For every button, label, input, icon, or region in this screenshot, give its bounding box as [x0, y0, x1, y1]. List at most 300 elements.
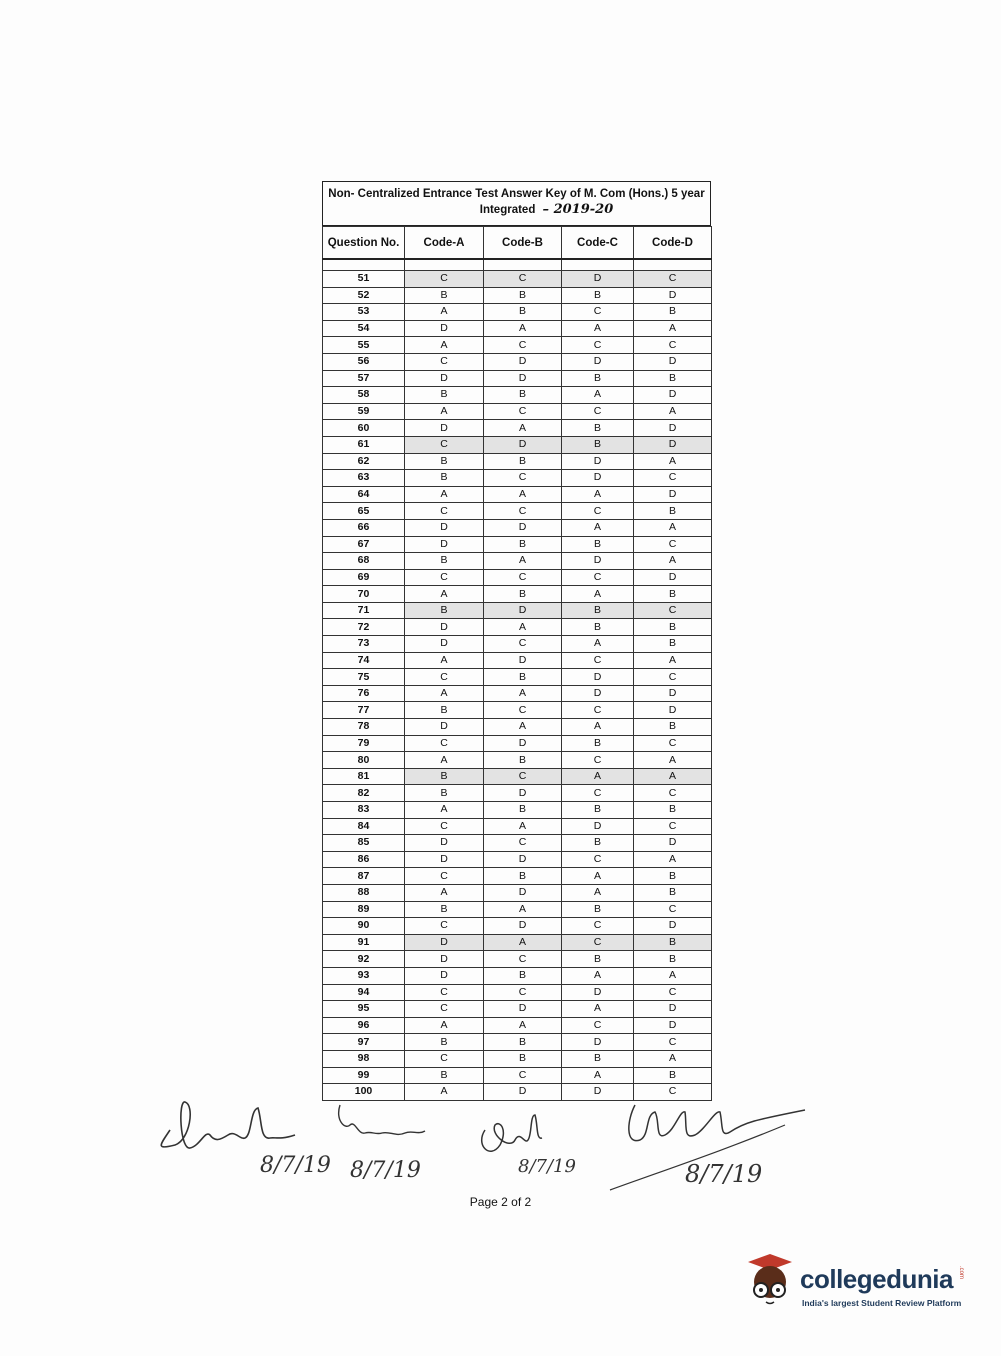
code-a-cell: D: [405, 619, 484, 636]
table-row: [323, 735, 712, 752]
question-no-cell: 81: [323, 768, 405, 785]
code-c-cell: C: [562, 752, 634, 769]
spacer-cell: [323, 259, 405, 271]
table-row: [323, 719, 712, 736]
header-question-no: Question No.: [323, 227, 405, 260]
code-c-cell: D: [562, 1034, 634, 1051]
table-row: [323, 403, 712, 420]
code-a-cell: C: [405, 503, 484, 520]
table-row: [323, 652, 712, 669]
code-d-cell: D: [634, 1001, 712, 1018]
code-d-cell: C: [634, 785, 712, 802]
code-c-cell: B: [562, 370, 634, 387]
question-no-cell: 52: [323, 287, 405, 304]
table-row: [323, 768, 712, 785]
code-a-cell: B: [405, 287, 484, 304]
code-b-cell: B: [484, 1034, 562, 1051]
code-d-cell: A: [634, 851, 712, 868]
code-d-cell: A: [634, 320, 712, 337]
code-b-cell: A: [484, 934, 562, 951]
header-code-d: Code-D: [634, 227, 712, 260]
code-a-cell: B: [405, 453, 484, 470]
question-no-cell: 88: [323, 884, 405, 901]
code-a-cell: D: [405, 967, 484, 984]
code-a-cell: D: [405, 719, 484, 736]
code-d-cell: D: [634, 420, 712, 437]
code-c-cell: B: [562, 835, 634, 852]
code-c-cell: A: [562, 868, 634, 885]
code-a-cell: C: [405, 436, 484, 453]
code-b-cell: C: [484, 835, 562, 852]
code-d-cell: D: [634, 486, 712, 503]
question-no-cell: 99: [323, 1067, 405, 1084]
code-a-cell: A: [405, 403, 484, 420]
code-a-cell: A: [405, 752, 484, 769]
code-c-cell: A: [562, 586, 634, 603]
code-b-cell: D: [484, 735, 562, 752]
code-b-cell: D: [484, 1001, 562, 1018]
signature-2-date: 8/7/19: [350, 1158, 421, 1183]
table-row: [323, 1017, 712, 1034]
question-no-cell: 60: [323, 420, 405, 437]
table-body: [323, 259, 712, 1100]
code-c-cell: C: [562, 403, 634, 420]
signature-1-date: 8/7/19: [260, 1153, 331, 1178]
code-a-cell: B: [405, 602, 484, 619]
code-c-cell: D: [562, 818, 634, 835]
table-row: [323, 337, 712, 354]
question-no-cell: 92: [323, 951, 405, 968]
code-c-cell: A: [562, 636, 634, 653]
table-row: [323, 453, 712, 470]
question-no-cell: 82: [323, 785, 405, 802]
code-a-cell: A: [405, 884, 484, 901]
question-no-cell: 63: [323, 470, 405, 487]
code-a-cell: D: [405, 420, 484, 437]
code-a-cell: B: [405, 1067, 484, 1084]
code-b-cell: A: [484, 1017, 562, 1034]
table-row: [323, 602, 712, 619]
code-b-cell: C: [484, 569, 562, 586]
code-b-cell: B: [484, 752, 562, 769]
question-no-cell: 71: [323, 602, 405, 619]
question-no-cell: 72: [323, 619, 405, 636]
code-a-cell: B: [405, 553, 484, 570]
question-no-cell: 66: [323, 519, 405, 536]
code-c-cell: D: [562, 271, 634, 288]
signature-3: [470, 1100, 600, 1185]
code-d-cell: C: [634, 1034, 712, 1051]
code-b-cell: B: [484, 669, 562, 686]
code-b-cell: D: [484, 884, 562, 901]
table-row: [323, 702, 712, 719]
code-a-cell: C: [405, 735, 484, 752]
code-b-cell: C: [484, 984, 562, 1001]
code-c-cell: C: [562, 702, 634, 719]
table-row: [323, 669, 712, 686]
code-d-cell: D: [634, 387, 712, 404]
question-no-cell: 96: [323, 1017, 405, 1034]
code-d-cell: A: [634, 553, 712, 570]
code-d-cell: C: [634, 337, 712, 354]
code-d-cell: D: [634, 918, 712, 935]
code-c-cell: A: [562, 719, 634, 736]
code-d-cell: A: [634, 1050, 712, 1067]
code-a-cell: A: [405, 304, 484, 321]
code-d-cell: A: [634, 519, 712, 536]
code-a-cell: B: [405, 470, 484, 487]
code-d-cell: C: [634, 470, 712, 487]
code-b-cell: B: [484, 967, 562, 984]
document-title: [322, 181, 711, 226]
code-a-cell: C: [405, 818, 484, 835]
table-row: [323, 553, 712, 570]
code-d-cell: B: [634, 636, 712, 653]
table-row: [323, 353, 712, 370]
code-a-cell: C: [405, 1050, 484, 1067]
code-a-cell: D: [405, 951, 484, 968]
table-row: [323, 420, 712, 437]
signature-2: [330, 1095, 440, 1190]
code-a-cell: D: [405, 370, 484, 387]
code-d-cell: A: [634, 752, 712, 769]
code-b-cell: A: [484, 320, 562, 337]
answer-key-sheet: [322, 181, 711, 1101]
code-a-cell: C: [405, 569, 484, 586]
code-d-cell: D: [634, 702, 712, 719]
code-a-cell: A: [405, 486, 484, 503]
code-c-cell: C: [562, 337, 634, 354]
header-code-b: Code-B: [484, 227, 562, 260]
code-d-cell: A: [634, 453, 712, 470]
table-row: [323, 569, 712, 586]
table-row: [323, 785, 712, 802]
table-row: [323, 934, 712, 951]
code-d-cell: C: [634, 536, 712, 553]
code-b-cell: D: [484, 918, 562, 935]
question-no-cell: 58: [323, 387, 405, 404]
code-a-cell: D: [405, 934, 484, 951]
code-a-cell: A: [405, 1084, 484, 1101]
table-row: [323, 818, 712, 835]
spacer-cell: [484, 259, 562, 271]
code-c-cell: C: [562, 934, 634, 951]
code-c-cell: B: [562, 735, 634, 752]
code-b-cell: A: [484, 553, 562, 570]
code-d-cell: B: [634, 719, 712, 736]
question-no-cell: 51: [323, 271, 405, 288]
table-row: [323, 884, 712, 901]
question-no-cell: 83: [323, 802, 405, 819]
code-b-cell: C: [484, 768, 562, 785]
code-a-cell: A: [405, 337, 484, 354]
code-a-cell: A: [405, 1017, 484, 1034]
mascot-icon: [740, 1248, 798, 1310]
code-c-cell: D: [562, 669, 634, 686]
code-b-cell: D: [484, 370, 562, 387]
question-no-cell: 70: [323, 586, 405, 603]
code-d-cell: A: [634, 403, 712, 420]
question-no-cell: 97: [323, 1034, 405, 1051]
code-b-cell: D: [484, 785, 562, 802]
code-b-cell: B: [484, 802, 562, 819]
question-no-cell: 98: [323, 1050, 405, 1067]
code-b-cell: C: [484, 636, 562, 653]
code-a-cell: C: [405, 1001, 484, 1018]
code-b-cell: A: [484, 901, 562, 918]
code-b-cell: C: [484, 403, 562, 420]
table-row: [323, 868, 712, 885]
question-no-cell: 79: [323, 735, 405, 752]
code-c-cell: B: [562, 420, 634, 437]
code-d-cell: C: [634, 1084, 712, 1101]
code-b-cell: A: [484, 818, 562, 835]
logo-name: collegedunia: [800, 1264, 953, 1294]
code-d-cell: C: [634, 602, 712, 619]
code-b-cell: A: [484, 719, 562, 736]
question-no-cell: 69: [323, 569, 405, 586]
question-no-cell: 54: [323, 320, 405, 337]
code-c-cell: A: [562, 768, 634, 785]
code-c-cell: B: [562, 536, 634, 553]
code-d-cell: B: [634, 503, 712, 520]
question-no-cell: 59: [323, 403, 405, 420]
question-no-cell: 86: [323, 851, 405, 868]
code-c-cell: B: [562, 901, 634, 918]
table-row: [323, 304, 712, 321]
code-c-cell: B: [562, 802, 634, 819]
table-row: [323, 636, 712, 653]
code-b-cell: C: [484, 951, 562, 968]
spacer-cell: [634, 259, 712, 271]
code-d-cell: B: [634, 802, 712, 819]
spacer-cell: [562, 259, 634, 271]
table-row: [323, 436, 712, 453]
code-c-cell: C: [562, 785, 634, 802]
code-a-cell: A: [405, 802, 484, 819]
code-c-cell: A: [562, 387, 634, 404]
code-d-cell: D: [634, 685, 712, 702]
code-a-cell: C: [405, 271, 484, 288]
code-a-cell: A: [405, 586, 484, 603]
table-row: [323, 901, 712, 918]
code-d-cell: D: [634, 436, 712, 453]
code-a-cell: A: [405, 685, 484, 702]
code-d-cell: C: [634, 271, 712, 288]
table-spacer-row: [323, 259, 712, 271]
signature-3-date: 8/7/19: [518, 1156, 576, 1177]
code-c-cell: B: [562, 951, 634, 968]
code-d-cell: C: [634, 818, 712, 835]
logo-tagline: India's largest Student Review Platform: [802, 1298, 962, 1308]
code-b-cell: C: [484, 1067, 562, 1084]
code-b-cell: A: [484, 685, 562, 702]
signature-4: [605, 1090, 815, 1200]
table-row: [323, 918, 712, 935]
code-c-cell: C: [562, 569, 634, 586]
code-d-cell: C: [634, 735, 712, 752]
code-a-cell: B: [405, 702, 484, 719]
table-row: [323, 470, 712, 487]
code-b-cell: D: [484, 652, 562, 669]
code-b-cell: B: [484, 1050, 562, 1067]
code-b-cell: A: [484, 486, 562, 503]
collegedunia-logo[interactable]: [740, 1248, 970, 1318]
code-b-cell: B: [484, 868, 562, 885]
code-c-cell: A: [562, 967, 634, 984]
table-row: [323, 1050, 712, 1067]
code-d-cell: B: [634, 304, 712, 321]
signature-1: [150, 1090, 340, 1185]
code-c-cell: A: [562, 519, 634, 536]
spacer-cell: [405, 259, 484, 271]
header-code-c: Code-C: [562, 227, 634, 260]
table-row: [323, 1001, 712, 1018]
code-d-cell: A: [634, 768, 712, 785]
signature-4-date: 8/7/19: [685, 1160, 763, 1188]
code-a-cell: C: [405, 984, 484, 1001]
question-no-cell: 57: [323, 370, 405, 387]
table-row: [323, 503, 712, 520]
code-a-cell: C: [405, 353, 484, 370]
table-row: [323, 320, 712, 337]
code-c-cell: D: [562, 470, 634, 487]
code-b-cell: D: [484, 851, 562, 868]
table-row: [323, 586, 712, 603]
code-d-cell: B: [634, 934, 712, 951]
question-no-cell: 80: [323, 752, 405, 769]
question-no-cell: 61: [323, 436, 405, 453]
code-c-cell: D: [562, 685, 634, 702]
code-d-cell: B: [634, 619, 712, 636]
table-header-row: [323, 227, 712, 260]
question-no-cell: 77: [323, 702, 405, 719]
code-b-cell: C: [484, 470, 562, 487]
code-d-cell: D: [634, 835, 712, 852]
question-no-cell: 95: [323, 1001, 405, 1018]
code-b-cell: B: [484, 387, 562, 404]
code-b-cell: C: [484, 337, 562, 354]
table-row: [323, 685, 712, 702]
code-a-cell: D: [405, 519, 484, 536]
code-d-cell: D: [634, 353, 712, 370]
question-no-cell: 68: [323, 553, 405, 570]
header-code-a: Code-A: [405, 227, 484, 260]
code-b-cell: B: [484, 453, 562, 470]
table-row: [323, 967, 712, 984]
code-c-cell: A: [562, 486, 634, 503]
question-no-cell: 87: [323, 868, 405, 885]
code-a-cell: D: [405, 835, 484, 852]
code-c-cell: D: [562, 984, 634, 1001]
question-no-cell: 93: [323, 967, 405, 984]
code-d-cell: C: [634, 984, 712, 1001]
table-row: [323, 287, 712, 304]
table-row: [323, 1034, 712, 1051]
question-no-cell: 75: [323, 669, 405, 686]
question-no-cell: 78: [323, 719, 405, 736]
table-row: [323, 387, 712, 404]
code-b-cell: C: [484, 702, 562, 719]
page-number: Page 2 of 2: [469, 1195, 532, 1209]
code-d-cell: C: [634, 669, 712, 686]
code-c-cell: B: [562, 602, 634, 619]
code-a-cell: C: [405, 669, 484, 686]
code-d-cell: A: [634, 967, 712, 984]
code-d-cell: D: [634, 1017, 712, 1034]
table-row: [323, 951, 712, 968]
code-a-cell: B: [405, 387, 484, 404]
table-row: [323, 802, 712, 819]
code-b-cell: D: [484, 1084, 562, 1101]
code-c-cell: B: [562, 1050, 634, 1067]
code-c-cell: A: [562, 1067, 634, 1084]
table-row: [323, 519, 712, 536]
code-a-cell: C: [405, 868, 484, 885]
title-line-2: Integrated: [479, 204, 536, 216]
code-b-cell: A: [484, 619, 562, 636]
code-c-cell: A: [562, 884, 634, 901]
code-c-cell: D: [562, 553, 634, 570]
code-a-cell: B: [405, 1034, 484, 1051]
table-row: [323, 835, 712, 852]
question-no-cell: 73: [323, 636, 405, 653]
code-d-cell: B: [634, 951, 712, 968]
question-no-cell: 67: [323, 536, 405, 553]
code-d-cell: D: [634, 569, 712, 586]
table-row: [323, 1067, 712, 1084]
code-d-cell: D: [634, 287, 712, 304]
code-a-cell: D: [405, 851, 484, 868]
question-no-cell: 85: [323, 835, 405, 852]
code-a-cell: B: [405, 768, 484, 785]
question-no-cell: 76: [323, 685, 405, 702]
code-c-cell: B: [562, 619, 634, 636]
code-b-cell: A: [484, 420, 562, 437]
answer-key-table: [322, 226, 712, 1101]
code-a-cell: B: [405, 901, 484, 918]
code-d-cell: B: [634, 868, 712, 885]
question-no-cell: 91: [323, 934, 405, 951]
code-c-cell: D: [562, 353, 634, 370]
code-c-cell: D: [562, 453, 634, 470]
question-no-cell: 74: [323, 652, 405, 669]
title-line-1: Non- Centralized Entrance Test Answer Key of M. Com (Hons.) 5 year: [328, 188, 705, 200]
question-no-cell: 100: [323, 1084, 405, 1101]
code-c-cell: C: [562, 503, 634, 520]
code-c-cell: C: [562, 851, 634, 868]
code-d-cell: B: [634, 370, 712, 387]
code-b-cell: D: [484, 436, 562, 453]
code-c-cell: A: [562, 1001, 634, 1018]
question-no-cell: 90: [323, 918, 405, 935]
code-b-cell: B: [484, 586, 562, 603]
code-a-cell: D: [405, 320, 484, 337]
question-no-cell: 62: [323, 453, 405, 470]
question-no-cell: 65: [323, 503, 405, 520]
code-c-cell: C: [562, 1017, 634, 1034]
code-b-cell: D: [484, 602, 562, 619]
code-d-cell: B: [634, 586, 712, 603]
question-no-cell: 56: [323, 353, 405, 370]
code-a-cell: D: [405, 636, 484, 653]
handwritten-year: – 2019-20: [542, 202, 614, 217]
table-row: [323, 486, 712, 503]
logo-suffix: .com: [958, 1266, 964, 1280]
table-row: [323, 536, 712, 553]
code-d-cell: A: [634, 652, 712, 669]
question-no-cell: 94: [323, 984, 405, 1001]
